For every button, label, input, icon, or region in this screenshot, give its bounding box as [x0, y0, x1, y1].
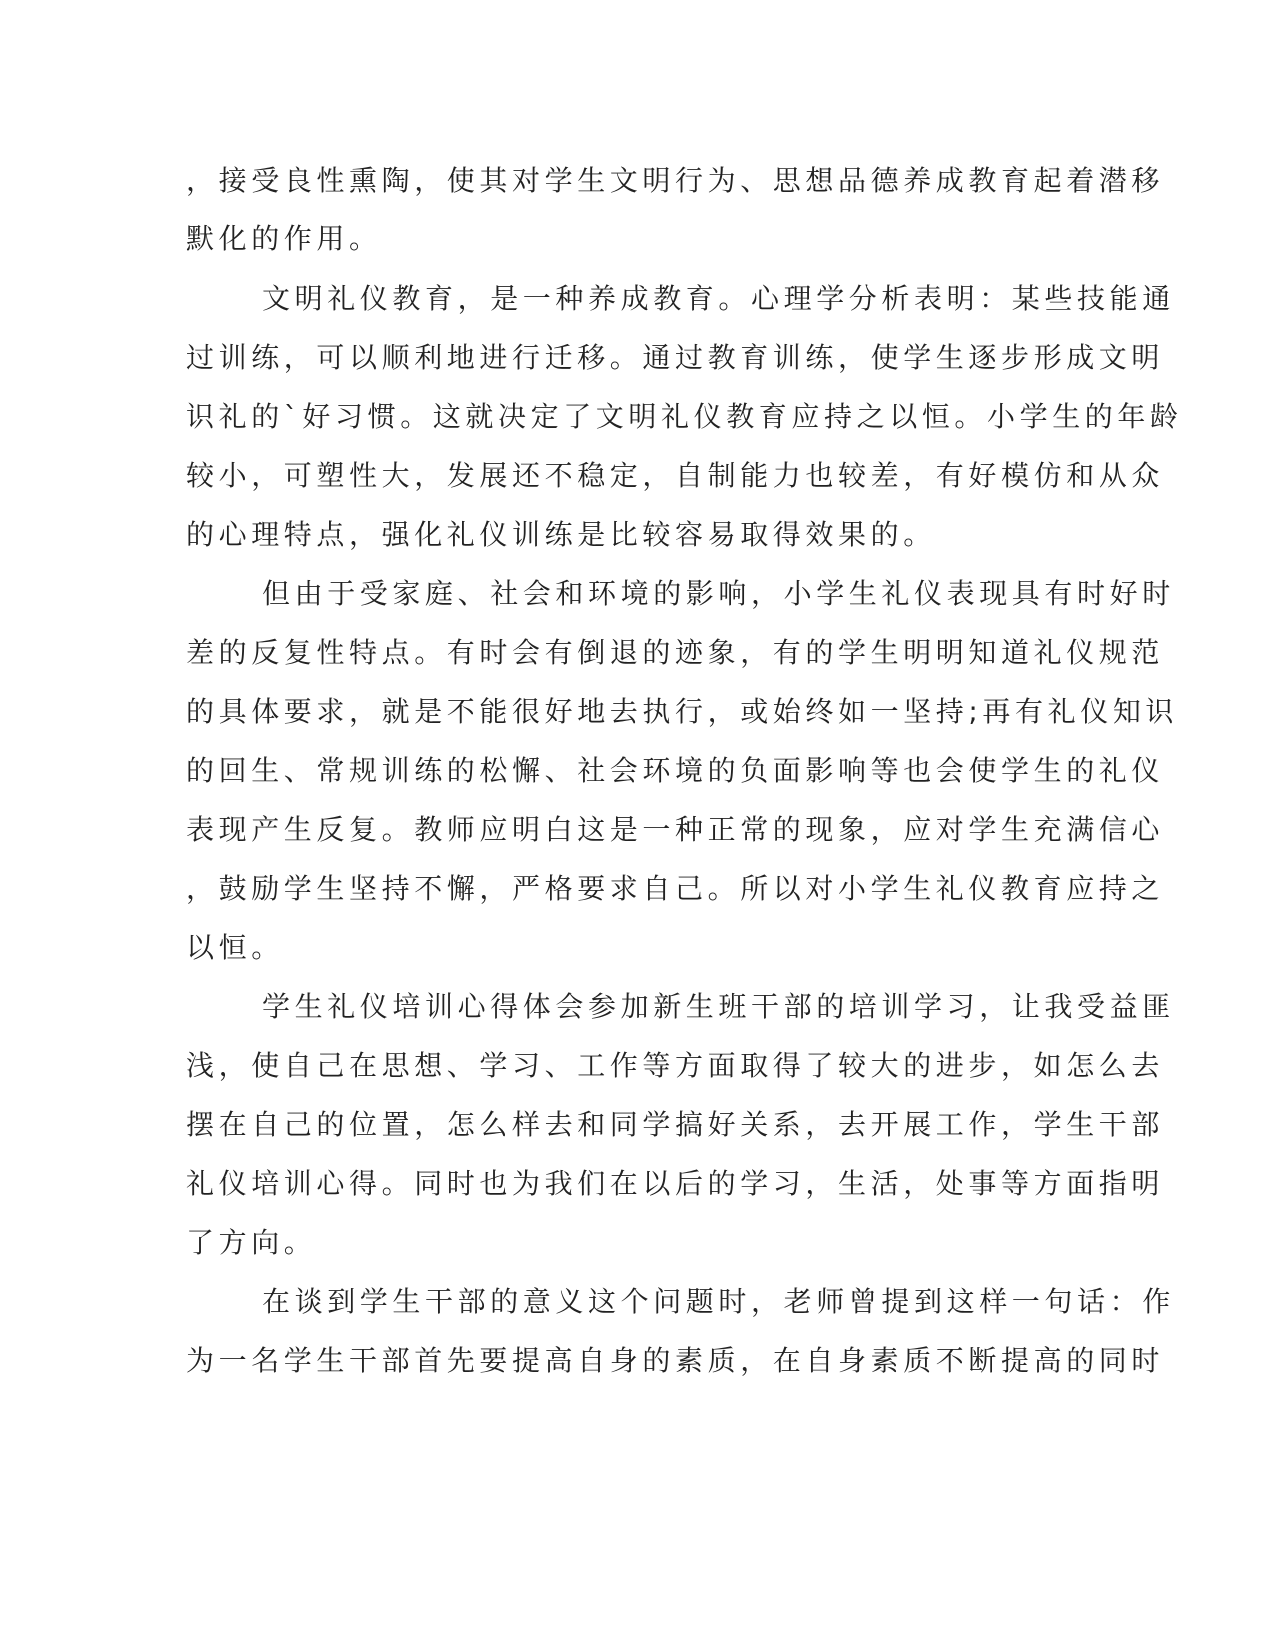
paragraph-start-line: 在谈到学生干部的意义这个问题时，老师曾提到这样一句话：作 — [262, 1285, 1175, 1318]
paragraph-start-line: 但由于受家庭、社会和环境的影响，小学生礼仪表现具有时好时 — [262, 577, 1175, 610]
text-line: 浅，使自己在思想、学习、工作等方面取得了较大的进步，如怎么去 — [186, 1049, 1165, 1082]
paragraph-start-line: 文明礼仪教育，是一种养成教育。心理学分析表明：某些技能通 — [262, 282, 1175, 315]
text-line: ，鼓励学生坚持不懈，严格要求自己。所以对小学生礼仪教育应持之 — [186, 872, 1165, 905]
text-line: 为一名学生干部首先要提高自身的素质，在自身素质不断提高的同时 — [186, 1344, 1165, 1377]
text-line: 的具体要求，就是不能很好地去执行，或始终如一坚持;再有礼仪知识 — [186, 695, 1179, 728]
text-line: 差的反复性特点。有时会有倒退的迹象，有的学生明明知道礼仪规范 — [186, 636, 1165, 669]
text-line: 识礼的`好习惯。这就决定了文明礼仪教育应持之以恒。小学生的年龄 — [186, 400, 1183, 433]
text-line: ，接受良性熏陶，使其对学生文明行为、思想品德养成教育起着潜移 — [186, 164, 1165, 197]
text-line: 礼仪培训心得。同时也为我们在以后的学习，生活，处事等方面指明 — [186, 1167, 1165, 1200]
paragraph-start-line: 学生礼仪培训心得体会参加新生班干部的培训学习，让我受益匪 — [262, 990, 1175, 1023]
text-line: 以恒。 — [186, 931, 284, 964]
text-line: 过训练，可以顺利地进行迁移。通过教育训练，使学生逐步形成文明 — [186, 341, 1165, 374]
text-line: 了方向。 — [186, 1226, 317, 1259]
text-line: 默化的作用。 — [186, 222, 382, 255]
text-line: 的回生、常规训练的松懈、社会环境的负面影响等也会使学生的礼仪 — [186, 754, 1165, 787]
text-line: 的心理特点，强化礼仪训练是比较容易取得效果的。 — [186, 518, 936, 551]
text-line: 摆在自己的位置，怎么样去和同学搞好关系，去开展工作，学生干部 — [186, 1108, 1165, 1141]
text-line: 表现产生反复。教师应明白这是一种正常的现象，应对学生充满信心 — [186, 813, 1165, 846]
text-line: 较小，可塑性大，发展还不稳定，自制能力也较差，有好模仿和从众 — [186, 459, 1165, 492]
